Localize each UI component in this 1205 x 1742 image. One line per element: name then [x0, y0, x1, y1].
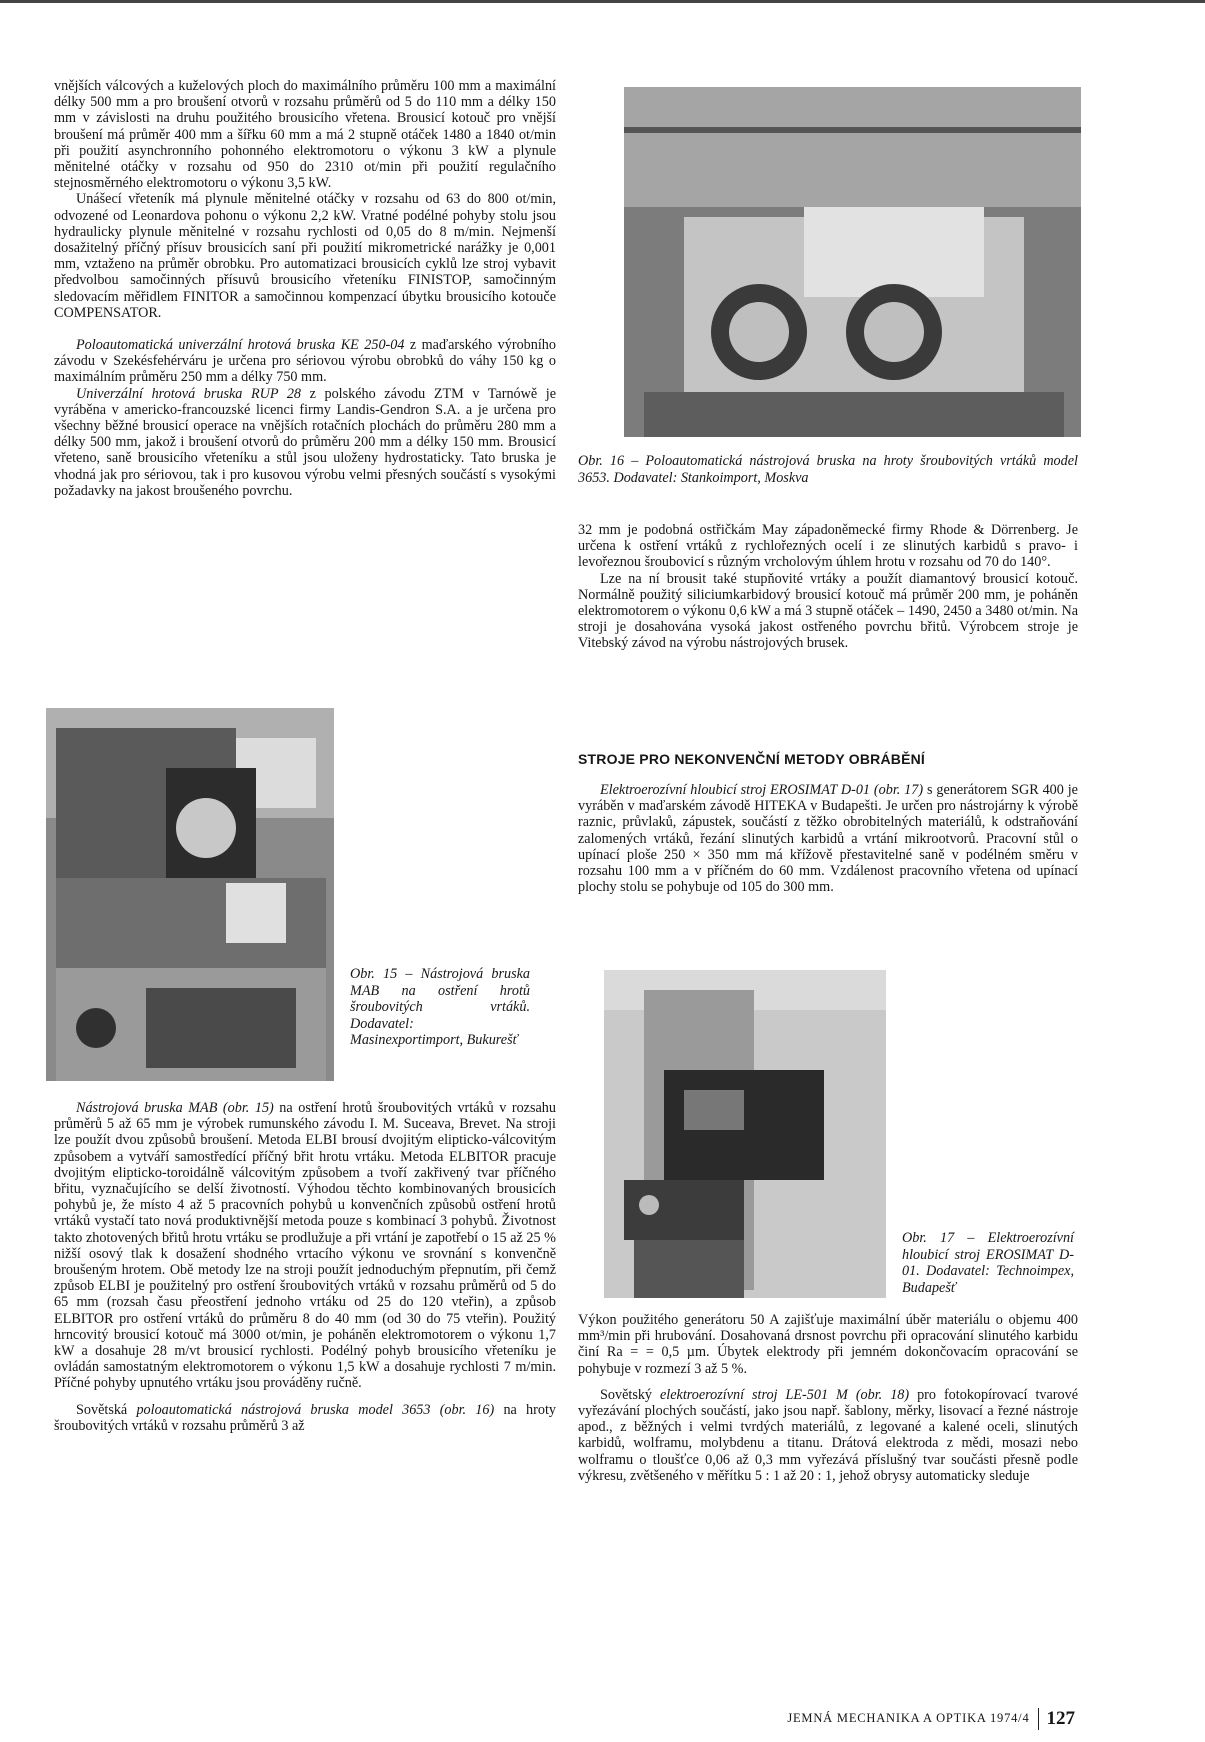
paragraph-text: na hroty šroubovitých vrtáků v rozsahu průměrů 3 až — [54, 1401, 556, 1434]
grinding-machine-illustration — [46, 708, 334, 1081]
edm-machine-illustration — [604, 970, 886, 1298]
figure-15-photo — [46, 708, 334, 1081]
paragraph: Výkon použitého generátoru 50 A zajišťuje maximální úběr materiálu o objemu 400 mm³/min při hrubování. Dosahovaná drsnost povrchu při opracování slinutého karbidu činí Ra = = 0,5 µm. Úbytek elektrody při jemném dokončovacím opracování se pohybuje v rozmezí 3 až 5 %. — [578, 1312, 1078, 1377]
product-name: Univerzální hrotová bruska RUP 28 — [76, 385, 302, 402]
product-name: Poloautomatická univerzální hrotová bruska KE 250-04 — [76, 337, 405, 354]
left-column-top — [54, 78, 556, 499]
tool-grinder-illustration — [624, 87, 1081, 437]
figure-15-caption: Obr. 15 – Nástrojová bruska MAB na ostření hrotů šroubovitých vrtáků. Dodavatel: Masinexportimport, Bukurešť — [350, 966, 530, 1048]
paragraph: Unášecí vřeteník má plynule měnitelné otáčky v rozsahu od 63 do 800 ot/min, odvozené od Leonardova pohonu o výkonu 2,2 kW. Vratné podélné pohyby stolu jsou hydraulicky plynule měnitelné v rozsahu rychlosti od 0,05 do 8 m/min. Nejmenší dosažitelný příčný přísuv brousicích saní při použití mikrometrické narážky je 0,001 mm, vztaženo na průměr obrobku. Pro automatizaci brousicích cyklů lze stroj vybavit předvolbou samočinných přísuvů brousicího vřeteníku FINISTOP, samočinným sledovacím měřidlem FINITOR a samočinnou kompenzací úbytku brousicího kotouče COMPENSATOR. — [54, 191, 556, 321]
figure-reference: (obr. 17) — [870, 782, 924, 798]
paragraph-text: s generátorem SGR 400 je vyráběn v maďarském závodě HITEKA v Budapešti. Je určen pro nástrojárny k výrobě raznic, průvlaků, zápustek, součástí z těžko obrobitelných materiálů, k odstraňování zalomených vrtáků, řezání slinutých karbidů a vrtání mikrootvorů. Pracovní stůl o upínací ploše 250 × 350 mm má křížově přestavitelné saně v podélném směru v rozsahu 100 mm a v příčném do 60 mm. Vzdálenost pracovního vřetena od upínací plochy stolu se pohybuje od 105 do 300 mm. — [578, 782, 1078, 896]
section-heading: STROJE PRO NEKONVENČNÍ METODY OBRÁBĚNÍ — [578, 751, 926, 767]
figure-reference: (obr. 16) — [430, 1401, 495, 1418]
figure-17-photo — [604, 970, 886, 1298]
product-name: elektroerozívní stroj LE-501 M — [660, 1386, 848, 1403]
right-column-section — [578, 782, 1078, 895]
figure-16-caption: Obr. 16 – Poloautomatická nástrojová bruska na hroty šroubovitých vrtáků model 3653. Dodavatel: Stankoimport, Moskva — [578, 453, 1078, 486]
paragraph — [54, 337, 556, 386]
paragraph-text: Sovětská — [76, 1401, 137, 1418]
paragraph — [578, 782, 1078, 895]
page-number: 127 — [1046, 1708, 1075, 1729]
left-column-bottom — [54, 1100, 556, 1434]
paragraph: 32 mm je podobná ostřičkám May západoněmecké firmy Rhode & Dörrenberg. Je určena k ostření vrtáků z rychlořezných ocelí i ze slinutých karbidů s pravo- i levořeznou šroubovicí s různým vrcholovým úhlem hrotu v rozsahu od 70 do 140°. — [578, 522, 1078, 571]
paragraph — [54, 1100, 556, 1392]
figure-reference: (obr. 18) — [847, 1386, 910, 1403]
figure-17-caption: Obr. 17 – Elektroerozívní hloubicí stroj EROSIMAT D-01. Dodavatel: Technoimpex, Budapešť — [902, 1230, 1074, 1296]
journal-title: JEMNÁ MECHANIKA A OPTIKA 1974/4 — [787, 1710, 1030, 1725]
paragraph-text: Sovětský — [600, 1386, 660, 1403]
figure-16-photo — [624, 87, 1081, 437]
paragraph-text: z polského závodu ZTM v Tarnówě je vyráběna v americko-francouzské licenci firmy Landis-Gendron S.A. a je určena pro všechny běžné brousicí operace na vnějších rotačních plochách do průměru 280 mm a délky 500 mm, jakož i broušení otvorů do průměru 200 mm a délky 150 mm. Brousicí vřeteno, saně brousicího vřeteníku a stůl jsou uloženy hydrostaticky. Tato bruska je vhodná jak pro sériovou, tak i pro kusovou výrobu velmi přesných součástí s vysokými požadavky na jakost broušeného povrchu. — [54, 385, 556, 499]
paragraph — [578, 1387, 1078, 1484]
footer-divider — [1038, 1708, 1039, 1730]
figure-reference: (obr. 15) — [217, 1100, 274, 1116]
paragraph-text: pro fotokopírovací tvarové vyřezávání plochých součástí, jako jsou např. šablony, měrky, lisovací a řezné nástroje apod., z běžných i velmi tvrdých materiálů, z legované a kalené oceli, slinutých karbidů, wolframu, molybdenu a titanu. Drátová elektroda z mědi, mosazi nebo wolframu o tloušťce 0,06 až 0,3 mm vyřezává příslušný tvar součásti přesně podle výkresu, zvětšeného v měřítku 5 : 1 až 20 : 1, jehož obrysy automaticky sleduje — [578, 1386, 1078, 1484]
top-rule — [0, 0, 1205, 3]
paragraph: vnějších válcových a kuželových ploch do maximálního průměru 100 mm a maximální délky 500 mm a pro broušení otvorů v rozsahu průměrů od 5 do 110 mm a délky 150 mm v závislosti na druhu použitého brousicího vřetena. Brousicí kotouč pro vnější broušení má průměr 400 mm a šířku 60 mm a má 2 stupně otáček 1480 a 1840 ot/min při použití asynchronního pohonného elektromotoru o výkonu 3 kW a plynule měnitelné otáčky v rozsahu od 950 do 2310 ot/min při použití regulačního stejnosměrného elektromotoru o výkonu 3,5 kW. — [54, 78, 556, 192]
right-column-bottom — [578, 1312, 1078, 1484]
product-name: Elektroerozívní hloubicí stroj EROSIMAT D-01 — [600, 782, 871, 798]
right-column-top — [578, 522, 1078, 652]
product-name: Nástrojová bruska MAB — [76, 1100, 218, 1116]
paragraph-text: z maďarského výrobního závodu v Szekésfehérváru je určena pro sériovou výrobu obrobků do váhy 150 kg o maximálním průměru 250 mm a délky 750 mm. — [54, 337, 556, 386]
paragraph — [54, 1402, 556, 1434]
page-footer — [787, 1708, 1075, 1730]
paragraph-text: na ostření hrotů šroubovitých vrtáků v rozsahu průměrů 5 až 65 mm je výrobek rumunského závodu I. M. Suceava, Brevet. Na stroji lze použít dvou způsobů broušení. Metoda ELBI brousí dvojitým elipticko-válcovitým způsobem a vytváří samostředící příčný břit hrotu vrtáku. Metoda ELBITOR pracuje dvojitým elipticko-toroidálně válcovitým způsobem a tvoří zakřivený tvar příčného břitu, vyznačujícího se delší životností. Výhodou těchto kombinovaných brousicích pohybů je, že místo 4 až 5 pracovních pohybů u konvenčních způsobů ostření hrotů vrtáků vystačí tato nová produktivnější metoda pouze s kombinací 3 pohybů. Životnost takto zhotovených břitů hrotu vrtáku se prodlužuje a při vrtání je zapotřebí o 15 až 25 % nižší osový tlak k dosažení shodného vrtacího výkonu ve srovnání s konvenčně broušeným hrotem. Obě metody lze na stroji použít jednoduchým přepnutím, při čemž způsob ELBI je použitelný pro ostření šroubovitých vrtáků v rozsahu průměrů od 5 do 65 mm (rozsah času přeostření jednoho vrtáku od 25 do 120 vteřin), a způsob ELBITOR pro ostření vrtáků do průměru 8 do 40 mm (od 30 do 75 vteřin). Použitý hrncovitý brousicí kotouč má 3000 ot/min, je poháněn elektromotorem o výkonu 1,7 kW a dosahuje 28 m/vt brousicí rychlosti. Podélný pohyb brousicího vřeteníku je ovládán samostatným elektromotorem o výkonu 1,5 kW a dosahuje rychlosti 7 m/min. Příčné pohyby upnutého vrtáku jsou prováděny ručně. — [54, 1100, 556, 1392]
product-name: poloautomatická nástrojová bruska model 3653 — [136, 1401, 431, 1418]
paragraph: Lze na ní brousit také stupňovité vrtáky a použít diamantový brousicí kotouč. Normálně použitý siliciumkarbidový brousicí kotouč má průměr 200 mm, je poháněn elektromotorem o výkonu 0,6 kW a má 3 stupně otáček – 1490, 2450 a 3480 ot/min. Na stroji je dosahována vysoká jakost ostřeného povrchu břitů. Výrobcem stroje je Vitebský závod na výrobu nástrojových brusek. — [578, 570, 1078, 652]
paragraph — [54, 386, 556, 499]
